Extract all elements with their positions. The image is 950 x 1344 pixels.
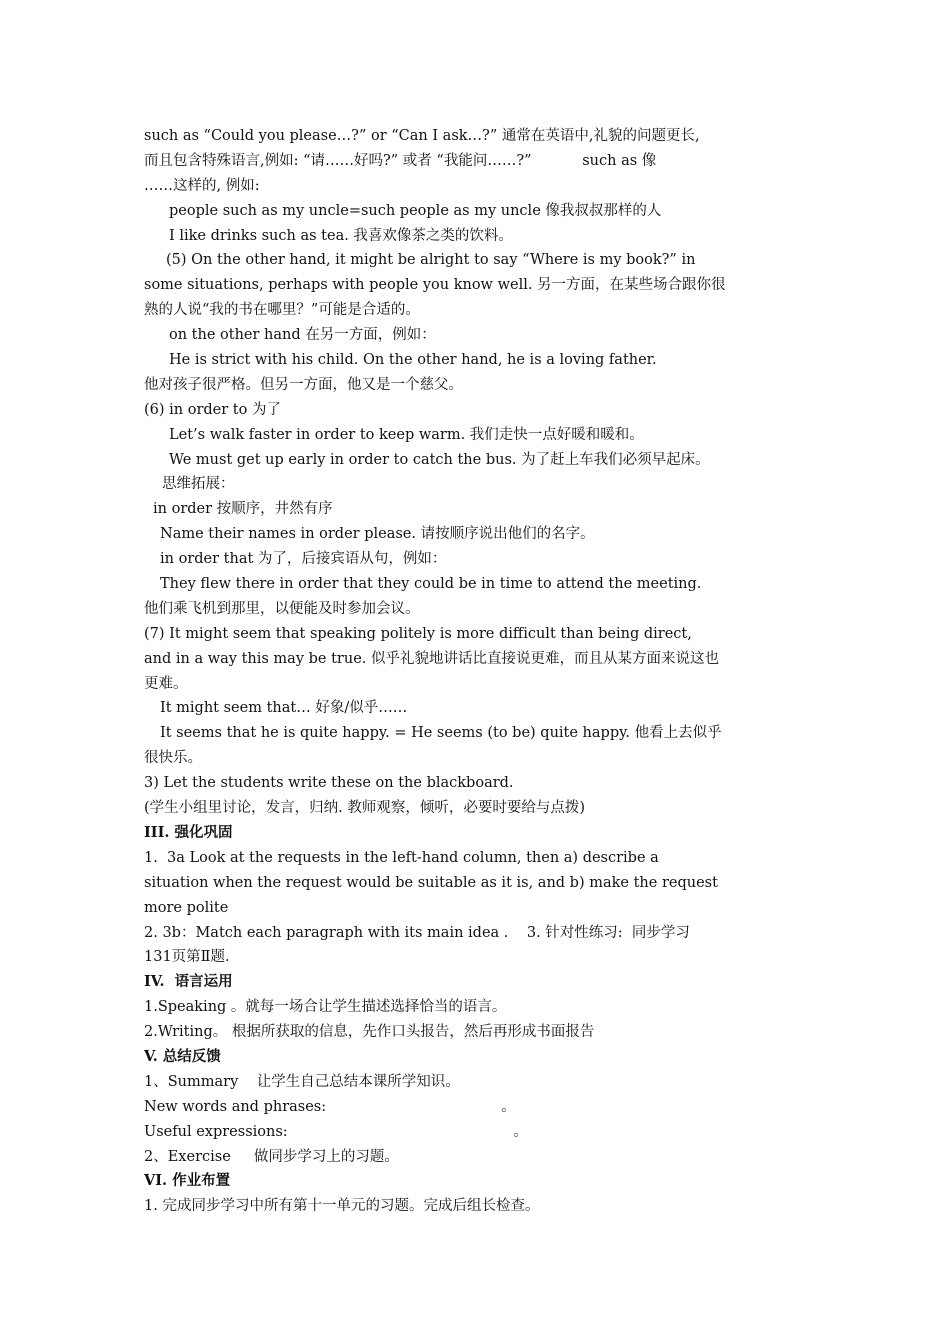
text-line: on the other hand 在另一方面，例如： [169, 327, 436, 344]
section-heading: IV. 语言运用 [144, 973, 233, 991]
text-line: more polite [144, 899, 229, 916]
text-line: 1.Speaking 。就每一场合让学生描述选择恰当的语言。 [144, 999, 507, 1016]
text-line: 131页第Ⅱ题. [144, 949, 230, 966]
text-line: (学生小组里讨论，发言，归纳. 教师观察，倾听，必要时要给与点拨) [144, 800, 586, 817]
text-line: (6) in order to 为了 [144, 401, 281, 418]
text-line: in order that 为了，后接宾语从句，例如： [160, 551, 447, 568]
text-line: 他们乘飞机到那里，以便能及时参加会议。 [144, 600, 420, 617]
text-line: We must get up early in order to catch the bus. 为了赶上车我们必须早起床。 [169, 451, 710, 468]
text-line: 2.Writing。 根据所获取的信息，先作口头报告，然后再形成书面报告 [144, 1024, 595, 1041]
text-line: and in a way this may be true. 似乎礼貌地讲话比直接说更难，而且从某方面来说这也 [144, 650, 719, 667]
text-line: 熟的人说“我的书在哪里？”可能是合适的。 [144, 302, 420, 319]
text-line: I like drinks such as tea. 我喜欢像茶之类的饮料。 [169, 227, 513, 244]
text-line: Name their names in order please. 请按顺序说出他们的名字。 [160, 526, 595, 543]
section-heading: VI. 作业布置 [144, 1172, 231, 1190]
text-line: New words and phrases: 。 [144, 1098, 516, 1115]
text-line: (5) On the other hand, it might be alright to say “Where is my book?” in [166, 252, 696, 269]
text-line: They flew there in order that they could be in time to attend the meeting. [160, 576, 702, 593]
text-line: 2、Exercise 做同步学习上的习题。 [144, 1148, 399, 1165]
text-line: such as “Could you please…?” or “Can I ask…?” 通常在英语中,礼貌的问题更长, [144, 128, 700, 144]
text-line: It might seem that… 好象/似乎…… [160, 700, 408, 717]
text-line: 1. 3a Look at the requests in the left-hand column, then a) describe a [144, 849, 659, 866]
text-line: some situations, perhaps with people you know well. 另一方面，在某些场合跟你很 [144, 277, 726, 294]
text-line: 1、Summary 让学生自己总结本课所学知识。 [144, 1073, 460, 1090]
text-line: ……这样的, 例如: [144, 177, 260, 194]
text-line: He is strict with his child. On the other hand, he is a loving father. [169, 352, 657, 369]
text-line: 2. 3b：Match each paragraph with its main idea . 3. 针对性练习: 同步学习 [144, 924, 690, 941]
text-line: situation when the request would be suitable as it is, and b) make the request [144, 874, 718, 891]
text-line: people such as my uncle=such people as my uncle 像我叔叔那样的人 [169, 202, 662, 219]
text-line: 1. 完成同步学习中所有第十一单元的习题。完成后组长检查。 [144, 1198, 540, 1215]
text-line: 思维拓展： [162, 476, 235, 493]
text-line: 3) Let the students write these on the blackboard. [144, 775, 514, 792]
section-heading: V. 总结反馈 [144, 1047, 221, 1065]
text-line: 而且包含特殊语言,例如: “请……好吗?” 或者 “我能问……?” such as 像 [144, 152, 657, 169]
text-line: It seems that he is quite happy. = He seems (to be) quite happy. 他看上去似乎 [160, 725, 722, 742]
text-line: Useful expressions: 。 [144, 1123, 529, 1140]
text-line: Let’s walk faster in order to keep warm. 我们走快一点好暖和暖和。 [169, 426, 644, 443]
text-line: 很快乐。 [144, 750, 202, 767]
text-line: (7) It might seem that speaking politely is more difficult than being direct, [144, 625, 692, 642]
text-line: 他对孩子很严格。但另一方面，他又是一个慈父。 [144, 376, 463, 393]
text-line: 更难。 [144, 675, 188, 692]
document-page [144, 124, 808, 1219]
section-heading: III. 强化巩固 [144, 823, 233, 841]
text-line: in order 按顺序，井然有序 [153, 501, 333, 518]
